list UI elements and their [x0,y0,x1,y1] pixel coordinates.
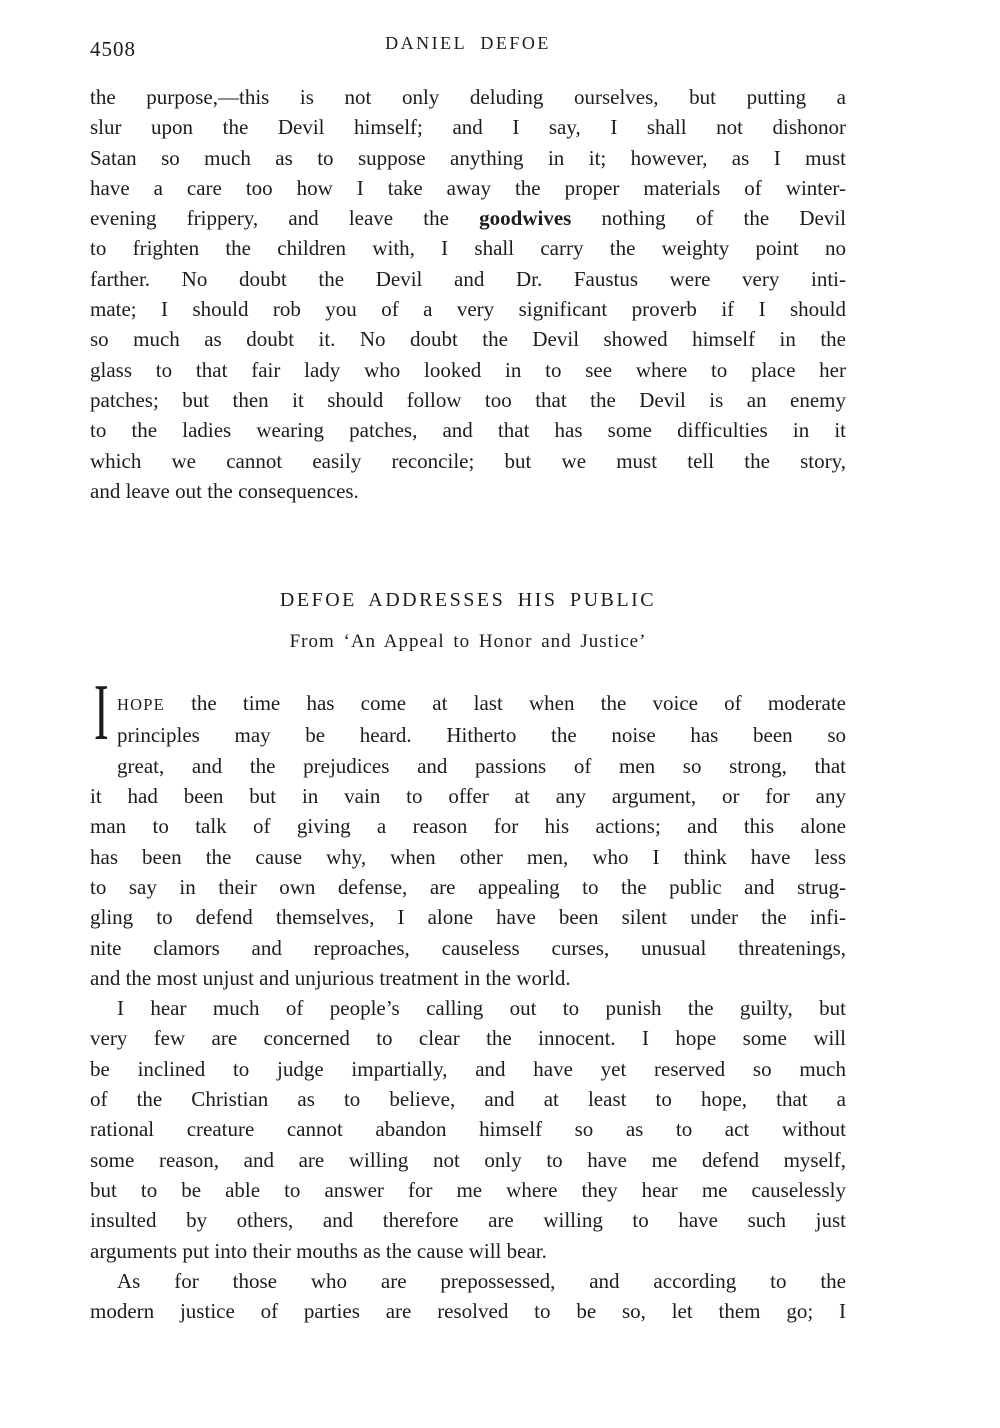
text-line: glass to that fair lady who looked in to see where to place her [90,357,846,382]
small-caps: HOPE [117,695,165,715]
text-line: gling to defend themselves, I alone have been silent under the infi- [90,905,846,930]
text-line: have a care too how I take away the proper materials of winter- [90,175,846,200]
section-title: DEFOE ADDRESSES HIS PUBLIC [279,589,657,612]
text-line: principles may be heard. Hitherto the noise has been so [117,723,846,748]
text-line: to say in their own defense, are appealing to the public and strug- [90,874,846,899]
text-line: and the most unjust and unjurious treatment in the world. [90,965,571,990]
article-body [90,669,846,1326]
paragraph [90,993,846,1266]
text-line: patches; but then it should follow too that the Devil is an enemy [90,387,846,412]
text-line: arguments put into their mouths as the cause will bear. [90,1238,547,1263]
text-line: great, and the prejudices and passions of men so strong, that [117,753,846,778]
text-block [90,33,846,1326]
text-line: rational creature cannot abandon himself so as to act without [90,1117,846,1142]
text-line: man to talk of giving a reason for his actions; and this alone [90,814,846,839]
paragraph [90,82,846,506]
text-line: Satan so much as to suppose anything in it; however, as I must [90,145,846,170]
text-line: and leave out the consequences. [90,478,359,503]
text-line: some reason, and are willing not only to have me defend myself, [90,1147,846,1172]
text-line: the purpose,—this is not only deluding ourselves, but putting a [90,85,846,109]
page-number: 4508 [90,37,136,61]
text-line: evening frippery, and leave the goodwives nothing of the Devil [90,206,846,231]
text-line: As for those who are prepossessed, and according to the [117,1268,846,1293]
text-line: to frighten the children with, I shall carry the weighty point no [90,236,846,261]
text-line: but to be able to answer for me where they hear me causelessly [90,1177,846,1202]
text-line: of the Christian as to believe, and at least to hope, that a [90,1087,846,1112]
paragraph [90,669,846,993]
text-line: so much as doubt it. No doubt the Devil showed himself in the [90,327,846,352]
text-line: slur upon the Devil himself; and I say, I shall not dishonor [90,115,846,140]
article-continuation [90,82,846,506]
text-line: nite clamors and reproaches, causeless curses, unusual threatenings, [90,935,846,960]
text-line: has been the cause why, when other men, who I think have less [90,844,846,869]
paragraph [90,1266,846,1327]
drop-cap: I [94,669,109,758]
text-line: to the ladies wearing patches, and that has some difficulties in it [90,418,846,443]
text-line: insulted by others, and therefore are willing to have such just [90,1208,846,1233]
page-header [90,33,846,82]
text-line: be inclined to judge impartially, and have yet reserved so much [90,1056,846,1081]
text-line: HOPE the time has come at last when the voice of moderate [117,691,846,716]
text-line: modern justice of parties are resolved to be so, let them go; I [90,1299,846,1324]
running-header: DANIEL DEFOE [385,33,551,53]
text-line: farther. No doubt the Devil and Dr. Faustus were very inti- [90,266,846,291]
text-line: I hear much of people’s calling out to punish the guilty, but [117,996,846,1021]
text-line: it had been but in vain to offer at any argument, or for any [90,784,846,809]
section-source: From ‘An Appeal to Honor and Justice’ [289,631,647,653]
text-line: very few are concerned to clear the innocent. I hope some will [90,1026,846,1051]
text-line: which we cannot easily reconcile; but we must tell the story, [90,448,846,473]
text-line: mate; I should rob you of a very significant proverb if I should [90,297,846,322]
